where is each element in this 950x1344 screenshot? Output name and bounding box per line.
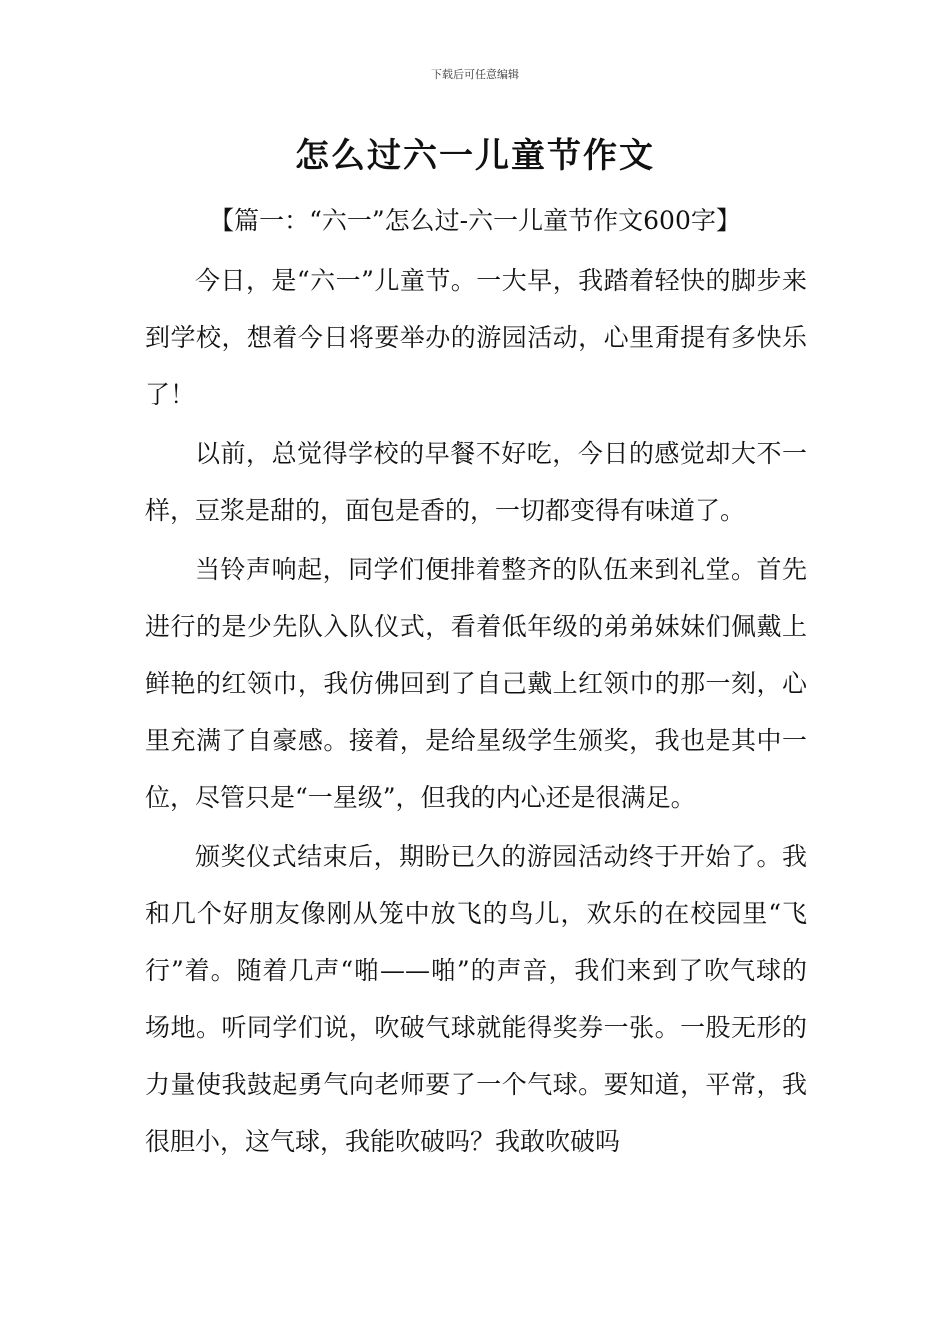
document-body — [145, 252, 807, 1172]
header-note: 下载后可任意编辑 — [431, 68, 519, 81]
paragraph-3: 当铃声响起，同学们便排着整齐的队伍来到礼堂。首先进行的是少先队入队仪式，看着低年级的弟弟妹妹们佩戴上鲜艳的红领巾，我仿佛回到了自己戴上红领巾的那一刻，心里充满了自豪感。接着，是给星级学生颁奖，我也是其中一位，尽管只是“一星级”，但我的内心还是很满足。 — [145, 555, 807, 812]
document-subtitle: 【篇一：“六一”怎么过-六一儿童节作文600字】 — [209, 206, 741, 235]
paragraph-4: 颁奖仪式结束后，期盼已久的游园活动终于开始了。我和几个好朋友像刚从笼中放飞的鸟儿，欢乐的在校园里“飞行”着。随着几声“啪——啪”的声音，我们来到了吹气球的场地。听同学们说，吹破气球就能得奖券一张。一股无形的力量使我鼓起勇气向老师要了一个气球。要知道，平常，我很胆小，这气球，我能吹破吗？我敢吹破吗 — [145, 842, 807, 1156]
paragraph-1: 今日，是“六一”儿童节。一大早，我踏着轻快的脚步来到学校，想着今日将要举办的游园活动，心里甭提有多快乐了！ — [145, 266, 807, 409]
paragraph-2: 以前，总觉得学校的早餐不好吃，今日的感觉却大不一样，豆浆是甜的，面包是香的，一切都变得有味道了。 — [145, 439, 807, 525]
document-title: 怎么过六一儿童节作文 — [295, 136, 655, 176]
